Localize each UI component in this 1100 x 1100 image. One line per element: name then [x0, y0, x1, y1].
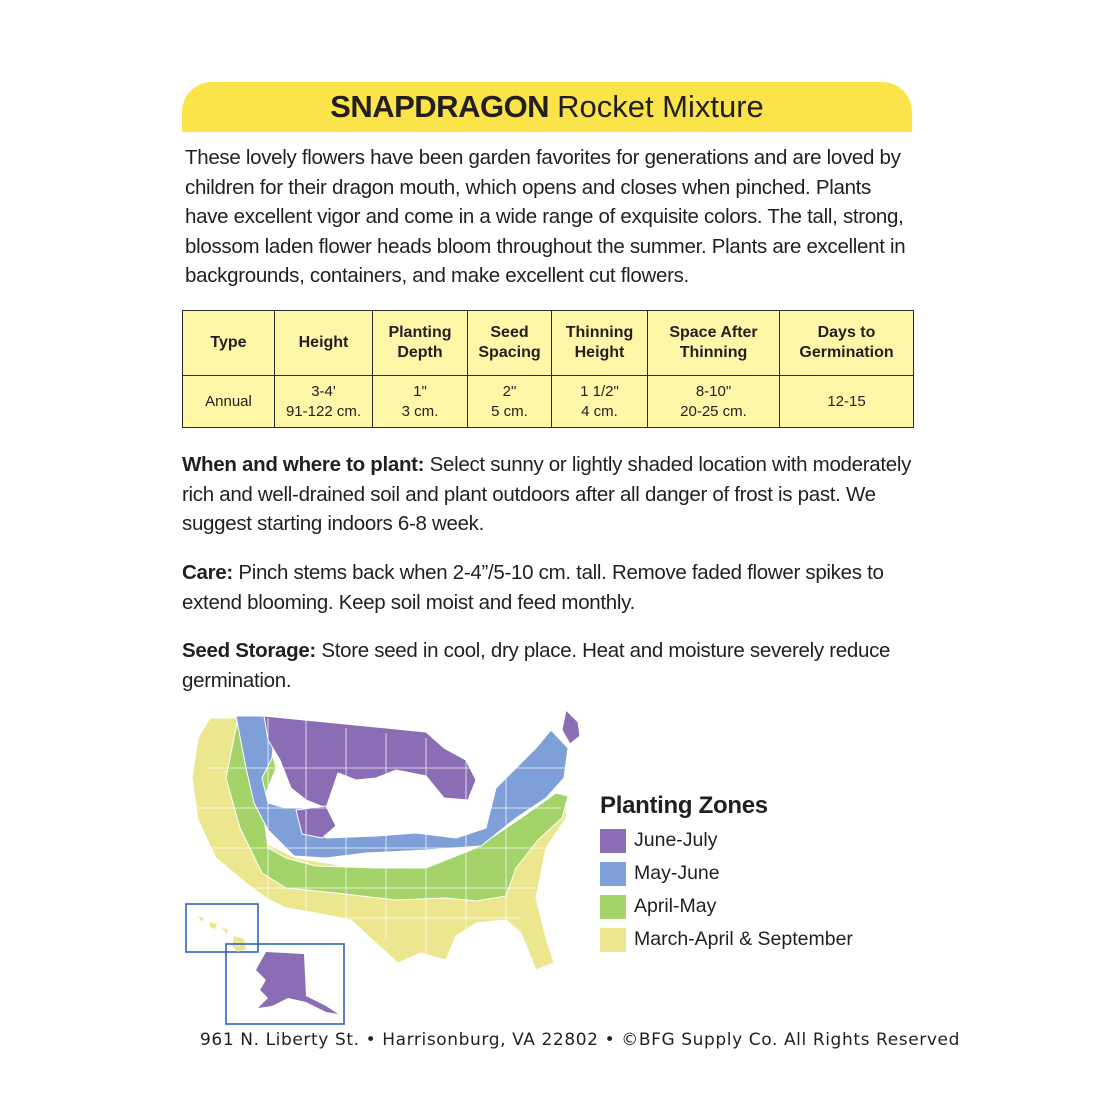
- header-days-to-germination: Days to Germination: [780, 311, 914, 376]
- header-seed-spacing: Seed Spacing: [468, 311, 552, 376]
- value-type-line: Annual: [205, 392, 252, 410]
- header-type: Type: [183, 311, 275, 376]
- planting-specs-table: [182, 310, 914, 428]
- zone-june-july-area: [264, 716, 476, 808]
- value-planting-depth: [373, 376, 468, 428]
- value-thinning-imperial: 1 1/2": [580, 382, 619, 400]
- legend-swatch-may-june: [600, 862, 626, 886]
- value-depth-imperial: 1": [413, 382, 427, 400]
- planting-zones-map: [176, 708, 596, 1026]
- title-plant-name: SNAPDRAGON: [330, 89, 550, 124]
- value-depth-metric: 3 cm.: [401, 402, 439, 420]
- section-seed-storage-text: Store seed in cool, dry place. Heat and moisture severely reduce germination.: [182, 639, 891, 692]
- value-spacing-metric: 5 cm.: [491, 402, 528, 420]
- header-height: Height: [275, 311, 373, 376]
- section-care: [182, 558, 917, 617]
- value-height-metric: 91-122 cm.: [285, 402, 362, 420]
- legend-label-may-june: May-June: [634, 862, 720, 884]
- value-height: [275, 376, 373, 428]
- legend-label-june-july: June-July: [634, 829, 718, 851]
- legend-item-march-april-september: [600, 923, 853, 956]
- legend-swatch-april-may: [600, 895, 626, 919]
- table-value-row: [183, 376, 914, 428]
- value-thinning-height: [552, 376, 648, 428]
- header-planting-depth: Planting Depth: [373, 311, 468, 376]
- alaska-shape: [256, 952, 338, 1014]
- hawaii-islands: [198, 916, 246, 952]
- legend-swatch-march-april-september: [600, 928, 626, 952]
- value-spacing-imperial: 2": [502, 382, 517, 400]
- zone-june-july-maine: [562, 710, 580, 744]
- table-header-row: [183, 311, 914, 376]
- legend-item-may-june: [600, 857, 853, 890]
- title-variety: Rocket Mixture: [557, 89, 764, 124]
- value-seed-spacing: [468, 376, 552, 428]
- legend-item-april-may: [600, 890, 853, 923]
- section-care-text: Pinch stems back when 2-4”/5-10 cm. tall. Remove faded flower spikes to extend blooming. Keep soil moist and feed monthly.: [182, 561, 884, 614]
- section-when-where-text: Select sunny or lightly shaded location with moderately rich and well-drained soil and plant outdoors after all danger of frost is past. We suggest starting indoors 6-8 week.: [182, 453, 912, 535]
- value-days-line: 12-15: [827, 392, 866, 410]
- zone-june-july-rockies: [296, 806, 336, 838]
- intro-paragraph: These lovely flowers have been garden favorites for generations and are loved by children for their dragon mouth, which opens and closes when pinched. Plants have excellent vigor and come in a wide range of exquisite colors. The tall, strong, blossom laden flower heads bloom throughout the summer. Plants are excellent in backgrounds, containers, and make excellent cut flowers.: [185, 146, 906, 287]
- legend-swatch-june-july: [600, 829, 626, 853]
- planting-zones-legend: [600, 792, 853, 956]
- legend-label-april-may: April-May: [634, 895, 717, 917]
- value-type: [183, 376, 275, 428]
- value-height-imperial: 3-4': [311, 382, 336, 400]
- value-space-metric: 20-25 cm.: [680, 402, 747, 420]
- legend-label-march-april-september: March-April & September: [634, 928, 853, 950]
- value-days-to-germination: [780, 376, 914, 428]
- value-space-imperial: 8-10": [695, 382, 732, 400]
- section-when-where-label: When and where to plant:: [182, 453, 425, 476]
- title-banner: [182, 82, 912, 132]
- footer-address: 961 N. Liberty St. • Harrisonburg, VA 22802 • ©BFG Supply Co. All Rights Reserved: [200, 1030, 960, 1050]
- header-space-after-thinning: Space After Thinning: [648, 311, 780, 376]
- value-space-after-thinning: [648, 376, 780, 428]
- legend-item-june-july: [600, 824, 853, 857]
- section-seed-storage: [182, 636, 917, 695]
- header-thinning-height: Thinning Height: [552, 311, 648, 376]
- value-thinning-metric: 4 cm.: [581, 402, 618, 420]
- section-when-where: [182, 450, 917, 539]
- section-seed-storage-label: Seed Storage:: [182, 639, 316, 662]
- legend-title: Planting Zones: [600, 792, 768, 819]
- section-care-label: Care:: [182, 561, 233, 584]
